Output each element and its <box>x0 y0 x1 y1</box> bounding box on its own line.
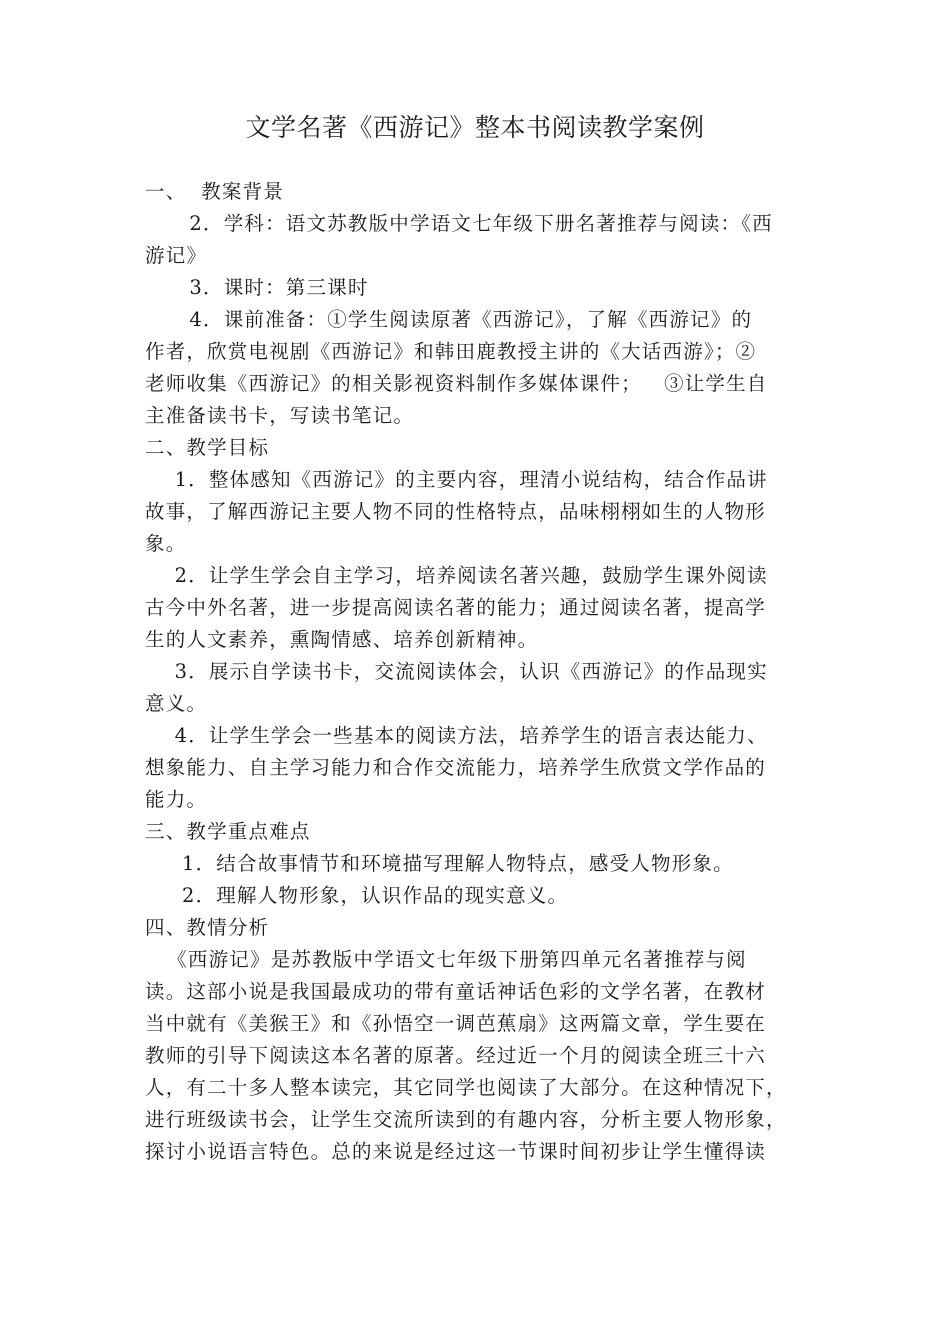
paragraph-line: 2．学科：语文苏教版中学语文七年级下册名著推荐与阅读：《西 <box>145 212 773 235</box>
paragraph-line: 想象能力、自主学习能力和合作交流能力，培养学生欣赏文学作品的 <box>145 756 767 779</box>
paragraph-line: 老师收集《西游记》的相关影视资料制作多媒体课件； ③让学生自 <box>145 372 768 395</box>
section-heading-analysis: 四、教情分析 <box>145 916 270 939</box>
section-heading-goals: 二、教学目标 <box>145 436 270 459</box>
paragraph-line: 当中就有《美猴王》和《孙悟空一调芭蕉扇》这两篇文章，学生要在 <box>145 1012 767 1035</box>
paragraph-line: 2．理解人物形象，认识作品的现实意义。 <box>145 884 569 907</box>
paragraph-line: 《西游记》是苏教版中学语文七年级下册第四单元名著推荐与阅 <box>145 948 747 971</box>
paragraph-line: 4．让学生学会一些基本的阅读方法，培养学生的语言表达能力、 <box>145 724 768 747</box>
document-title: 文学名著《西游记》整本书阅读教学案例 <box>245 113 705 142</box>
paragraph-line: 3．展示自学读书卡，交流阅读体会，认识《西游记》的作品现实 <box>145 660 768 683</box>
paragraph-line: 人，有二十多人整本读完，其它同学也阅读了大部分。在这种情况下， <box>145 1076 787 1099</box>
paragraph-line: 作者，欣赏电视剧《西游记》和韩田鹿教授主讲的《大话西游》；② <box>145 340 757 363</box>
paragraph-line: 意义。 <box>145 692 208 715</box>
paragraph-line: 教师的引导下阅读这本名著的原著。经过近一个月的阅读全班三十六 <box>145 1044 767 1067</box>
paragraph-line: 1．结合故事情节和环境描写理解人物特点，感受人物形象。 <box>145 852 734 875</box>
paragraph-line: 进行班级读书会，让学生交流所读到的有趣内容，分析主要人物形象， <box>145 1108 787 1131</box>
paragraph-line: 3．课时：第三课时 <box>145 276 369 299</box>
paragraph-line: 游记》 <box>145 244 208 267</box>
paragraph-line: 象。 <box>145 532 187 555</box>
paragraph-line: 能力。 <box>145 788 208 811</box>
paragraph-line: 主准备读书卡，写读书笔记。 <box>145 404 415 427</box>
paragraph-line: 4．课前准备：①学生阅读原著《西游记》，了解《西游记》的 <box>145 308 753 331</box>
section-heading-background: 一、 教案背景 <box>145 180 284 203</box>
paragraph-line: 读。这部小说是我国最成功的带有童话神话色彩的文学名著，在教材 <box>145 980 767 1003</box>
paragraph-line: 2．让学生学会自主学习，培养阅读名著兴趣，鼓励学生课外阅读 <box>145 564 768 587</box>
document-body <box>145 176 810 1168</box>
paragraph-line: 1．整体感知《西游记》的主要内容，理清小说结构，结合作品讲 <box>145 468 768 491</box>
paragraph-line: 探讨小说语言特色。总的来说是经过这一节课时间初步让学生懂得读 <box>145 1140 767 1163</box>
paragraph-line: 古今中外名著，进一步提高阅读名著的能力；通过阅读名著，提高学 <box>145 596 767 619</box>
section-heading-key-points: 三、教学重点难点 <box>145 820 311 843</box>
paragraph-line: 生的人文素养，熏陶情感、培养创新精神。 <box>145 628 539 651</box>
paragraph-line: 故事，了解西游记主要人物不同的性格特点，品味栩栩如生的人物形 <box>145 500 767 523</box>
